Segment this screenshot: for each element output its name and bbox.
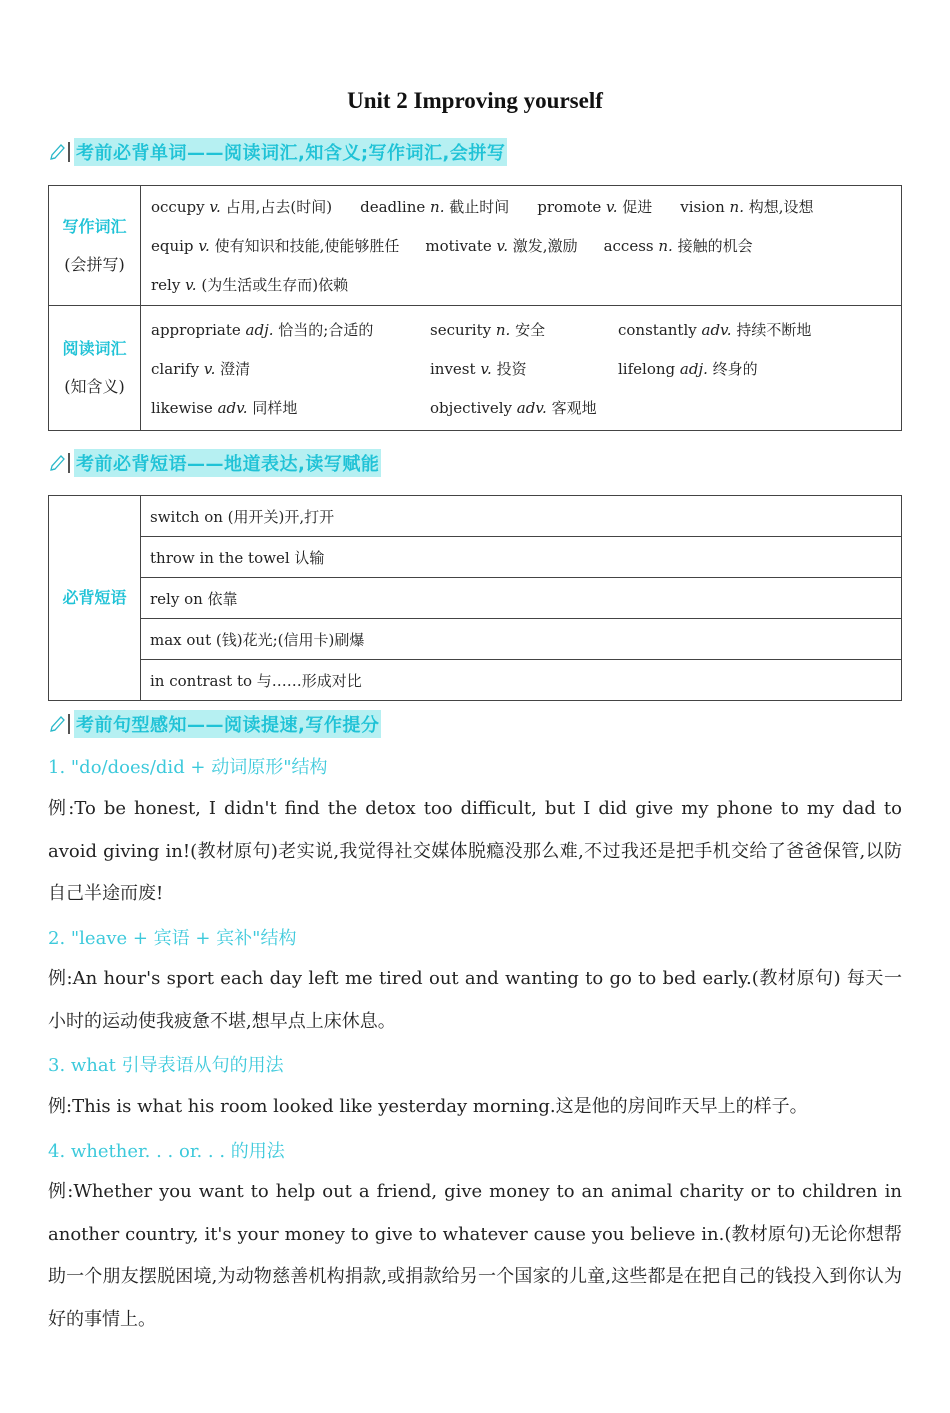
vocab-item: occupy v. 占用,占去(时间) [151,198,333,216]
sentence-section-heading [48,711,381,737]
heading-divider [68,453,70,473]
phrase-item: throw in the towel 认输 [141,537,902,578]
writing-vocab-subtitle: (会拼写) [64,254,125,274]
vocab-item: deadline n. 截止时间 [360,198,510,216]
phrase-item: switch on (用开关)开,打开 [141,496,902,537]
reading-vocab-subtitle: (知含义) [64,377,125,396]
vocab-item: likewise adv. 同样地 [151,398,298,417]
vocab-row [142,226,900,265]
vocab-row [142,187,900,226]
pattern-example: 例:This is what his room looked like yesterday morning.这是他的房间昨天早上的样子。 [48,1096,808,1117]
heading-divider [68,714,70,734]
vocab-item: promote v. 促进 [537,198,653,216]
vocab-item: rely v. (为生活或生存而)依赖 [151,276,349,294]
phrase-item: max out (钱)花光;(信用卡)刷爆 [141,619,902,660]
vocab-row [142,388,900,427]
vocab-item: invest v. 投资 [430,359,527,378]
vocab-item: constantly adv. 持续不断地 [618,320,812,339]
vocab-item: clarify v. 澄清 [151,359,251,378]
page-title: Unit 2 Improving yourself [347,88,603,113]
vocab-table [48,185,902,431]
pattern-example: 例:Whether you want to help out a friend, give money to an animal charity or to children in another country, it's your money to give to whatever cause you believe in.(教材原句)无论你想帮助一个朋友摆脱困境,为动物慈善机构捐款,或捐款给另一个国家的儿童,这些都是在把自己的钱投入到你认为好的事情上。 [48,1181,902,1330]
pattern-title: 3. what 引导表语从句的用法 [48,1055,284,1076]
pattern-example: 例:To be honest, I didn't find the detox too difficult, but I did give my phone to my dad to avoid giving in!(教材原句)老实说,我觉得社交媒体脱瘾没那么难,不过我还是把手机交给了爸爸保管,以防自己半途而废! [48,798,902,904]
vocab-row [142,265,900,304]
pattern-example: 例:An hour's sport each day left me tired out and wanting to go to bed early.(教材原句) 每天一小时的运动使我疲惫不堪,想早点上床休息。 [48,968,902,1032]
phrase-item: rely on 依靠 [141,578,902,619]
reading-vocab-title: 阅读词汇 [62,339,127,358]
vocab-row [142,349,900,388]
vocab-section-heading [48,139,507,165]
vocab-item: lifelong adj. 终身的 [618,359,758,378]
sentence-heading-text: 考前句型感知——阅读提速,写作提分 [74,710,381,738]
pattern-title: 4. whether. . . or. . . 的用法 [48,1141,285,1162]
vocab-item: appropriate adj. 恰当的;合适的 [151,320,374,339]
vocab-heading-text: 考前必背单词——阅读词汇,知含义;写作词汇,会拼写 [74,138,507,166]
vocab-item: vision n. 构想,设想 [680,198,814,216]
writing-vocab-cell [141,186,902,306]
pencil-icon [48,714,66,734]
vocab-row [142,310,900,349]
reading-vocab-cell [141,306,902,431]
phrase-label: 必背短语 [49,496,141,701]
pencil-icon [48,142,66,162]
writing-vocab-title: 写作词汇 [62,216,127,236]
vocab-item: security n. 安全 [430,320,546,339]
heading-divider [68,142,70,162]
vocab-item: equip v. 使有知识和技能,使能够胜任 [151,237,400,255]
vocab-item: motivate v. 激发,激励 [425,237,578,255]
vocab-item: access n. 接触的机会 [603,237,753,255]
pattern-title: 1. "do/does/did + 动词原形"结构 [48,757,328,778]
phrase-table [48,495,902,701]
phrase-heading-text: 考前必背短语——地道表达,读写赋能 [74,449,381,477]
phrase-item: in contrast to 与……形成对比 [141,660,902,701]
reading-vocab-label [49,306,141,431]
writing-vocab-label [49,186,141,306]
pattern-title: 2. "leave + 宾语 + 宾补"结构 [48,928,297,949]
phrase-section-heading [48,450,381,476]
vocab-item: objectively adv. 客观地 [430,398,597,417]
pencil-icon [48,453,66,473]
